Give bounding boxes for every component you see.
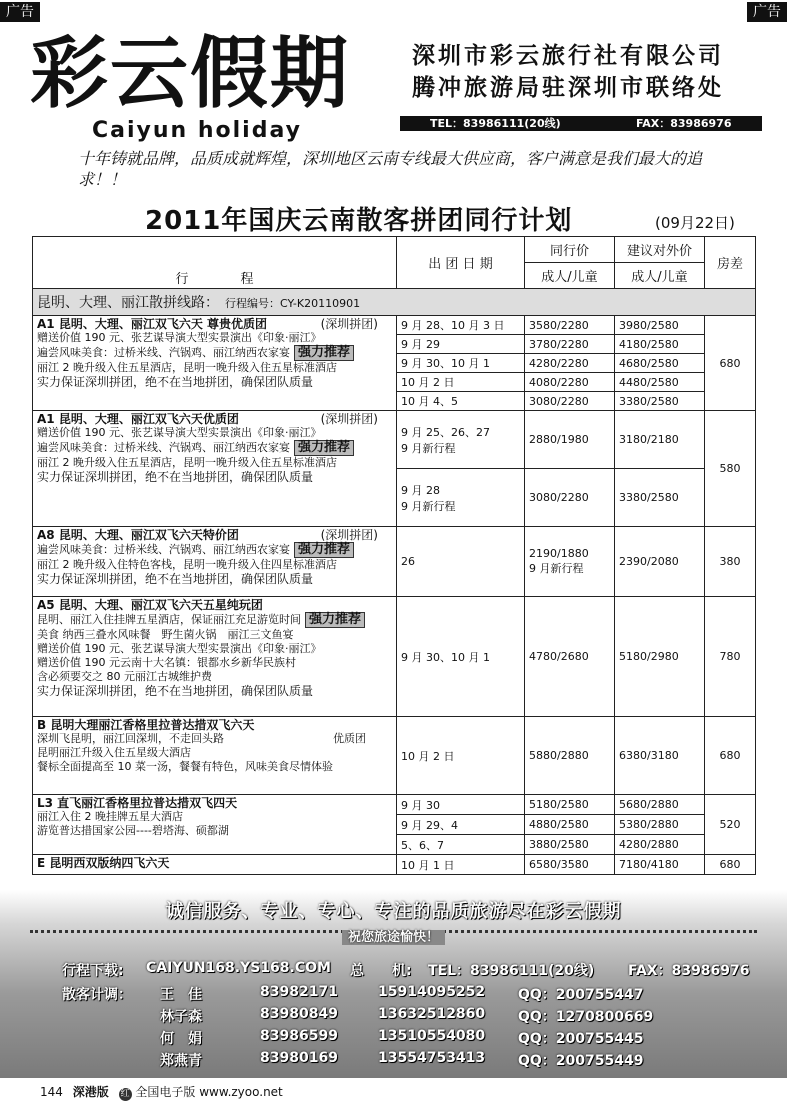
- page-title: 2011年国庆云南散客拼团同行计划: [145, 206, 573, 236]
- room-cell: 520: [705, 795, 756, 855]
- contact-bar: [400, 116, 762, 131]
- peer-price-cell: 4780/2680: [525, 597, 615, 717]
- peer-price-cell: 5880/2880: [525, 717, 615, 795]
- company-name: 深圳市彩云旅行社有限公司: [412, 43, 724, 69]
- logo-english: Caiyun holiday: [92, 118, 302, 143]
- route-a5: A5 昆明、大理、丽江双飞六天五星纯玩团 昆明、丽江入住挂牌五星酒店，保证丽江充足游览时间 强力推荐 美食 纳西三叠水风味餐 野生菌火锅 丽江三文鱼宴 赠送价值 190 元、张艺谋导演大型实景演出《印象·丽江》 赠送价值 190 元云南十大名镇：银都水乡新华民族村 含必须要交之 80 元丽江古城维护费 实力保证深圳拼团，绝不在当地拼团，确保团队质量: [33, 597, 397, 717]
- date-cell: 10 月 4、5: [397, 392, 525, 411]
- contact-tel: 83982171: [260, 984, 338, 1000]
- peer-price-cell: 2190/1880 9 月新行程: [525, 527, 615, 597]
- issue-date: (09月22日): [655, 214, 735, 232]
- suggested-price-cell: 5180/2980: [615, 597, 705, 717]
- liaison-office: 腾冲旅游局驻深圳市联络处: [412, 75, 724, 101]
- peer-price-cell: 4080/2280: [525, 373, 615, 392]
- contact-mobile: 15914095252: [378, 984, 486, 1000]
- route-a1-premium: A1 昆明、大理、丽江双飞六天 尊贵优质团 (深圳拼团) 赠送价值 190 元、张艺谋导演大型实景演出《印象·丽江》 遍尝风味美食：过桥米线、汽锅鸡、丽江纳西农家宴 强力推荐 丽江 2 晚升级入住五星酒店，昆明一晚升级入住五星标准酒店 实力保证深圳拼团，绝不在当地拼团，确保团队质量: [33, 316, 397, 411]
- suggested-price-cell: 3980/2580: [615, 316, 705, 335]
- route-a1-quality: A1 昆明、大理、丽江双飞六天优质团 (深圳拼团) 赠送价值 190 元、张艺谋导演大型实景演出《印象·丽江》 遍尝风味美食：过桥米线、汽锅鸡、丽江纳西农家宴 强力推荐 丽江 2 晚升级入住五星酒店，昆明一晚升级入住五星标准酒店 实力保证深圳拼团，绝不在当地拼团，确保团队质量: [33, 411, 397, 527]
- date-cell: 9 月 30、10 月 1: [397, 597, 525, 717]
- download-label: 行程下载:: [62, 963, 124, 979]
- peer-price-cell: 3080/2280: [525, 469, 615, 527]
- ad-tag-right: 广告: [747, 2, 787, 22]
- contact-mobile: 13632512860: [378, 1006, 486, 1022]
- date-cell: 9 月 29、4: [397, 815, 525, 835]
- date-cell: 26: [397, 527, 525, 597]
- suggested-price-cell: 3180/2180: [615, 411, 705, 469]
- header-date: 出 团 日 期: [397, 237, 525, 289]
- room-cell: 680: [705, 717, 756, 795]
- edition-mark-icon: 红: [120, 1089, 130, 1099]
- section-header: 昆明、大理、丽江散拼线路： 行程编号：CY-K20110901: [33, 289, 756, 316]
- suggested-price-cell: 4280/2880: [615, 835, 705, 855]
- contact-qq: QQ：200755445: [518, 1031, 644, 1047]
- date-cell: 9 月 25、26、27 9 月新行程: [397, 411, 525, 469]
- contact-mobile: 13510554080: [378, 1028, 486, 1044]
- contact-name: 王 佳: [160, 987, 202, 1003]
- suggested-price-cell: 7180/4180: [615, 855, 705, 875]
- contact-qq: QQ：200755447: [518, 987, 644, 1003]
- consult-label: 散客计调：: [62, 987, 132, 1003]
- room-cell: 680: [705, 855, 756, 875]
- contact-tel: 83980849: [260, 1006, 338, 1022]
- peer-price-cell: 3080/2280: [525, 392, 615, 411]
- suggested-price-cell: 2390/2080: [615, 527, 705, 597]
- edition: 深港版: [72, 1085, 109, 1099]
- suggested-price-cell: 4180/2580: [615, 335, 705, 354]
- recommend-badge: 强力推荐: [305, 612, 365, 628]
- ad-tag-left: 广告: [0, 2, 40, 22]
- hq-tel: TEL：83986111(20线): [428, 963, 595, 979]
- date-cell: 10 月 2 日: [397, 373, 525, 392]
- suggested-price-cell: 5680/2880: [615, 795, 705, 815]
- company-tel: TEL：83986111(20线): [430, 117, 561, 130]
- suggested-price-cell: 5380/2880: [615, 815, 705, 835]
- hq-fax: FAX：83986976: [628, 963, 750, 979]
- header-adult-child-2: 成人/儿童: [615, 263, 705, 289]
- header-route: 行 程: [33, 237, 397, 289]
- contact-tel: 83986599: [260, 1028, 338, 1044]
- route-l3: L3 直飞丽江香格里拉普达措双飞四天 丽江入住 2 晚挂牌五星大酒店 游览普达措国家公园----碧塔海、硕都湖: [33, 795, 397, 855]
- company-fax: FAX：83986976: [636, 117, 732, 130]
- date-cell: 9 月 30、10 月 1: [397, 354, 525, 373]
- peer-price-cell: 3580/2280: [525, 316, 615, 335]
- date-cell: 10 月 2 日: [397, 717, 525, 795]
- hq-label: 总 机:: [350, 963, 412, 979]
- slogan: 十年铸就品牌，品质成就辉煌，深圳地区云南专线最大供应商，客户满意是我们最大的追求！！: [78, 149, 703, 189]
- motto: 诚信服务、专业、专心、专注的品质旅游尽在彩云假期: [165, 901, 622, 922]
- footer-site[interactable]: 全国电子版 www.zyoo.net: [135, 1085, 283, 1099]
- download-url[interactable]: CAIYUN168.YS168.COM: [146, 960, 331, 976]
- recommend-badge: 强力推荐: [294, 542, 354, 558]
- contact-qq: QQ：200755449: [518, 1053, 644, 1069]
- suggested-price-cell: 6380/3180: [615, 717, 705, 795]
- peer-price-cell: 5180/2580: [525, 795, 615, 815]
- date-cell: 9 月 29: [397, 335, 525, 354]
- peer-price-cell: 2880/1980: [525, 411, 615, 469]
- contact-mobile: 13554753413: [378, 1050, 486, 1066]
- date-cell: 10 月 1 日: [397, 855, 525, 875]
- header-adult-child: 成人/儿童: [525, 263, 615, 289]
- room-cell: 380: [705, 527, 756, 597]
- contact-qq: QQ：1270800669: [518, 1009, 654, 1025]
- logo-chinese: 彩云假期: [30, 28, 351, 119]
- route-code: 行程编号：CY-K20110901: [225, 297, 361, 310]
- header-suggested-price: 建议对外价: [615, 237, 705, 263]
- tour-plan-table: [32, 236, 756, 875]
- date-cell: 9 月 28 9 月新行程: [397, 469, 525, 527]
- room-cell: 580: [705, 411, 756, 527]
- header-peer-price: 同行价: [525, 237, 615, 263]
- peer-price-cell: 3880/2580: [525, 835, 615, 855]
- route-a8: A8 昆明、大理、丽江双飞六天特价团 (深圳拼团) 遍尝风味美食：过桥米线、汽锅鸡、丽江纳西农家宴 强力推荐 丽江 2 晚升级入住特色客栈，昆明一晚升级入住四星标准酒店 实力保证深圳拼团，绝不在当地拼团，确保团队质量: [33, 527, 397, 597]
- header-room: 房差: [705, 237, 756, 289]
- suggested-price-cell: 4680/2580: [615, 354, 705, 373]
- contact-name: 何 娟: [160, 1031, 202, 1047]
- suggested-price-cell: 3380/2580: [615, 392, 705, 411]
- peer-price-cell: 3780/2280: [525, 335, 615, 354]
- contact-tel: 83980169: [260, 1050, 338, 1066]
- date-cell: 5、6、7: [397, 835, 525, 855]
- date-cell: 9 月 28、10 月 3 日: [397, 316, 525, 335]
- peer-price-cell: 6580/3580: [525, 855, 615, 875]
- route-e: E 昆明西双版纳四飞六天: [33, 855, 397, 875]
- suggested-price-cell: 3380/2580: [615, 469, 705, 527]
- page-footer: [40, 1083, 283, 1101]
- recommend-badge: 强力推荐: [294, 345, 354, 361]
- contact-name: 林子森: [160, 1009, 202, 1025]
- wish-text: 祝您旅途愉快！: [0, 926, 787, 945]
- peer-price-cell: 4880/2580: [525, 815, 615, 835]
- recommend-badge: 强力推荐: [294, 440, 354, 456]
- route-b: B 昆明大理丽江香格里拉普达措双飞六天 深圳飞昆明，丽江回深圳，不走回头路 优质团 昆明丽江升级入住五星级大酒店 餐标全面提高至 10 菜一汤，餐餐有特色，风味美食尽情体验: [33, 717, 397, 795]
- date-cell: 9 月 30: [397, 795, 525, 815]
- contact-name: 郑燕青: [160, 1053, 202, 1069]
- suggested-price-cell: 4480/2580: [615, 373, 705, 392]
- room-cell: 680: [705, 316, 756, 411]
- page-number: 144: [40, 1085, 63, 1099]
- room-cell: 780: [705, 597, 756, 717]
- peer-price-cell: 4280/2280: [525, 354, 615, 373]
